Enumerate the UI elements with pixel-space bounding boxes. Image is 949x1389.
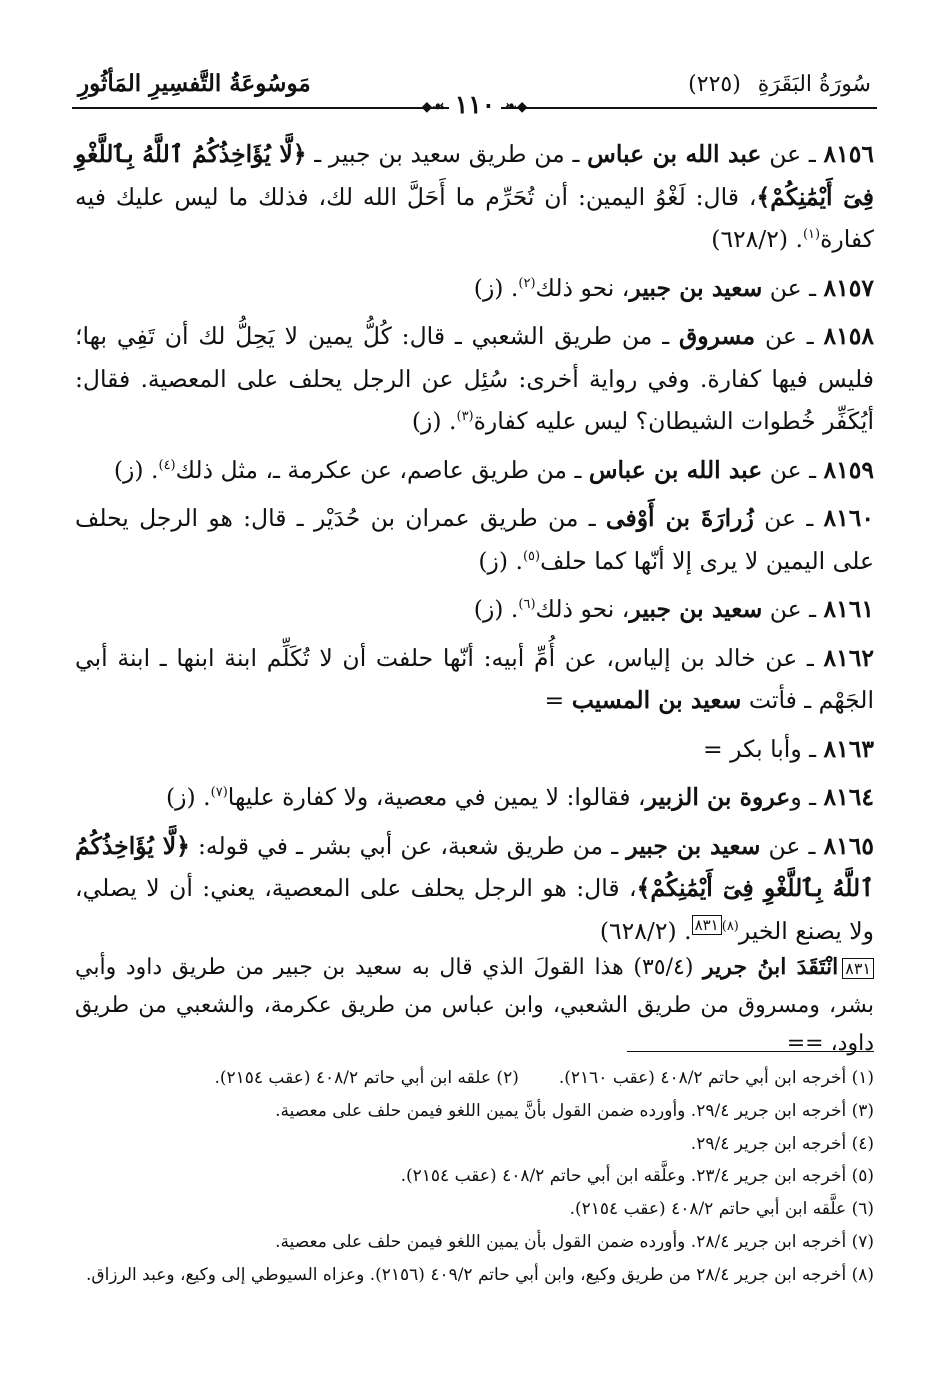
narration-text: ـ من طريق الشعبي ـ قال: كُلُّ يمين لا يَحِلُّ لك أن تَفِي بها؛ فليس فيها كفارة. وفي رواية أخرى: سُئِل عن الرجل يحلف على المعصية. فقال: أيُكَفِّر خُطوات الشيطان؟ ليس عليه كفارة xyxy=(75,322,874,435)
narrator-name: مسروق xyxy=(678,322,756,350)
footnote-3: (٣) أخرجه ابن جرير ٢٩/٤. وأورده ضمن القول بأنَّ يمين اللغو فيمن حلف على معصية. xyxy=(275,1100,874,1121)
narration-text: ـ عن xyxy=(761,140,824,168)
narration-8165 xyxy=(75,825,874,953)
commentary-author: انْتَقَدَ ابنُ جرير xyxy=(703,954,839,980)
source-ref: . (ز) xyxy=(473,595,519,623)
footnotes xyxy=(75,1062,874,1292)
narration-chain: ـ من طريق شعبة، عن أبي بشر ـ في قوله: xyxy=(189,831,627,860)
surah-title: سُورَةُ البَقَرَةِ xyxy=(757,72,871,97)
footnote-marker[interactable]: (٢) xyxy=(518,275,536,291)
footnote-marker[interactable]: (٦) xyxy=(518,597,536,613)
narration-text: ـ عن خالد بن إلياس، عن أُمِّ أبيه: أنّها حلفت أن لا تُكَلِّم ابنة ابنها ـ ابنة أبي الجَهْم ـ فأتت xyxy=(75,643,874,714)
narration-number: ٨١٦١ xyxy=(823,595,874,623)
narration-8160 xyxy=(75,497,874,582)
narrator-name: سعيد بن جبير xyxy=(626,831,761,860)
footnote-marker[interactable]: (١) xyxy=(802,227,821,243)
footnote-5: (٥) أخرجه ابن جرير ٢٣/٤. وعلَّقه ابن أبي حاتم ٤٠٨/٢ (عقب ٢١٥٤). xyxy=(400,1166,874,1187)
narrator-name: عبد الله بن عباس xyxy=(588,455,763,484)
narration-8159 xyxy=(75,449,874,492)
narration-8162 xyxy=(75,637,874,722)
footnote-4: (٤) أخرجه ابن جرير ٢٩/٤. xyxy=(690,1133,874,1154)
narrator-name: زُرارَةَ بن أَوْفى xyxy=(605,504,754,532)
footnote-row xyxy=(75,1062,874,1095)
footnote-separator xyxy=(627,1051,874,1052)
narration-number: ٨١٦٥ xyxy=(823,831,875,860)
narration-number: ٨١٥٦ xyxy=(823,140,874,168)
footnote-marker[interactable]: (٤) xyxy=(158,457,176,473)
footnote-7: (٧) أخرجه ابن جرير ٢٨/٤. وأورده ضمن القول بأن يمين اللغو فيمن حلف على معصية. xyxy=(275,1231,874,1252)
narration-text: ـ عن xyxy=(755,322,824,350)
source-ref: . (٦٢٨/٢) xyxy=(599,916,692,945)
footnote-1: (١) أخرجه ابن أبي حاتم ٤٠٨/٢ (عقب ٢١٦٠). xyxy=(558,1068,874,1088)
narrator-name: عروة بن الزبير xyxy=(645,783,791,811)
commentary-ref: (٣٥/٤) xyxy=(623,955,704,980)
quran-quote: ﴿لَّا يُؤَاخِذُكُمُ ٱللَّهُ بِٱللَّغْوِ فِىٓ أَيْمَٰنِكُمْ﴾ xyxy=(75,831,874,902)
narration-text: ـ من طريق عمران بن حُدَيْر ـ قال: هو الرجل يحلف على اليمين لا يرى إلا أنّها كما حلف xyxy=(75,504,874,575)
narration-chain: ـ من طريق سعيد بن جبير ـ xyxy=(306,140,588,168)
commentary-marker[interactable]: ٨٣١ xyxy=(692,915,722,935)
narration-text: ، قال: هو الرجل يحلف على المعصية، يعني: أن لا يصلي، ولا يصنع الخير xyxy=(75,874,874,945)
commentary-number: ٨٣١ xyxy=(842,958,874,979)
narration-text: ، قال: لَغْوُ اليمين: أن تُحَرِّم ما أَحَلَّ الله لك، فذلك ما ليس عليك فيه كفارة xyxy=(75,182,874,253)
narration-text: ـ عن xyxy=(753,504,824,532)
narration-number: ٨١٦٢ xyxy=(823,643,874,672)
narrator-name: سعيد بن المسيب xyxy=(571,686,742,714)
ornament-right-icon: ◆❧ xyxy=(505,98,528,115)
narration-text: ـ عن xyxy=(762,273,824,302)
narration-8156 xyxy=(75,133,874,261)
continuation-mark: = xyxy=(544,686,572,714)
narration-text: ـ من طريق عاصم، عن عكرمة ـ، مثل ذلك xyxy=(175,455,589,484)
page-number: ١١٠ xyxy=(449,90,501,119)
narration-number: ٨١٦٠ xyxy=(823,504,874,532)
narrator-name: سعيد بن جبير xyxy=(629,273,763,302)
source-ref: . (ز) xyxy=(166,783,211,811)
narration-text: ـ وأبا بكر = xyxy=(702,734,824,763)
source-ref: . (ز) xyxy=(478,546,523,575)
narration-8163 xyxy=(75,728,874,771)
source-ref: . (٦٢٨/٢) xyxy=(711,225,803,253)
narration-text: ـ و xyxy=(790,783,824,811)
narration-number: ٨١٦٣ xyxy=(823,734,874,763)
narration-8164 xyxy=(75,776,874,819)
source-ref: . (ز) xyxy=(473,273,519,302)
narrator-name: عبد الله بن عباس xyxy=(587,140,762,168)
footnote-marker[interactable]: (٧) xyxy=(210,785,228,801)
narration-text: ـ عن xyxy=(762,455,824,484)
source-ref: . (ز) xyxy=(113,455,159,484)
commentary-text: هذا القولَ الذي قال به سعيد بن جبير من طريق داود وأبي بشر، ومسروق من طريق الشعبي، وابن عباس من طريق عكرمة، والشعبي من طريق داود، == xyxy=(75,955,874,1056)
narration-text: ، فقالوا: لا يمين في معصية، ولا كفارة عليها xyxy=(227,783,646,811)
narrator-name: سعيد بن جبير xyxy=(629,595,763,623)
commentary-note xyxy=(75,948,874,1063)
narration-8158 xyxy=(75,315,874,443)
footnote-marker[interactable]: (٨) xyxy=(721,918,739,934)
narrations xyxy=(75,133,874,958)
source-ref: . (ز) xyxy=(411,407,457,435)
footnote-2: (٢) علقه ابن أبي حاتم ٤٠٨/٢ (عقب ٢١٥٤). xyxy=(214,1068,519,1088)
footnote-6: (٦) علَّقه ابن أبي حاتم ٤٠٨/٢ (عقب ٢١٥٤). xyxy=(569,1199,874,1220)
narration-number: ٨١٥٨ xyxy=(823,322,874,350)
verse-reference: (٢٢٥) xyxy=(688,72,741,97)
footnote-marker[interactable]: (٣) xyxy=(456,409,474,425)
book-title: مَوسُوعَةُ التَّفسِيرِ المَأثُورِ xyxy=(78,70,311,97)
footnote-marker[interactable]: (٥) xyxy=(522,548,541,564)
narration-text: ، نحو ذلك xyxy=(535,595,630,623)
narration-text: ـ عن xyxy=(762,595,824,623)
narration-8161 xyxy=(75,588,874,631)
narration-number: ٨١٦٤ xyxy=(823,783,874,811)
page-number-block xyxy=(0,90,949,119)
quran-quote: ﴿لَّا يُؤَاخِذُكُمُ ٱللَّهُ بِٱللَّغْوِ فِىٓ أَيْمَٰنِكُمْ﴾ xyxy=(75,140,874,211)
narration-text: ـ عن xyxy=(760,831,824,860)
narration-number: ٨١٥٩ xyxy=(823,455,874,484)
narration-8157 xyxy=(75,267,874,310)
narration-number: ٨١٥٧ xyxy=(823,273,874,302)
narration-text: ، نحو ذلك xyxy=(535,273,630,302)
footnote-8: (٨) أخرجه ابن جرير ٢٨/٤ من طريق وكيع، وابن أبي حاتم ٤٠٩/٢ (٢١٥٦). وعزاه السيوطي إلى وكيع، وعبد الرزاق. xyxy=(85,1264,874,1285)
ornament-left-icon: ☙◆ xyxy=(421,98,445,115)
